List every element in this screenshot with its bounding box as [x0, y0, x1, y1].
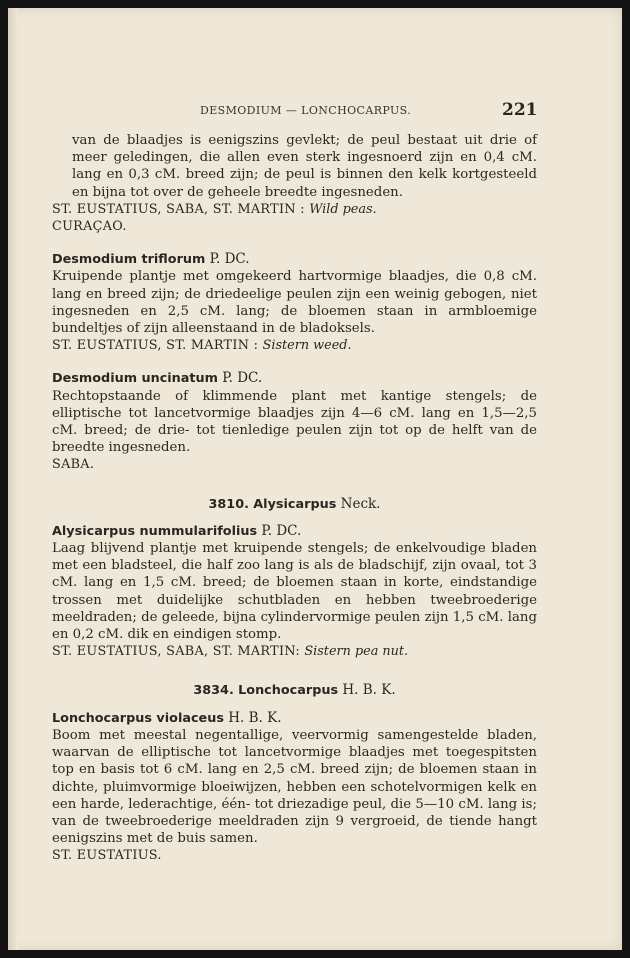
page-number: 221 [502, 100, 538, 120]
species-name: Lonchocarpus violaceus [52, 710, 224, 726]
genus-name: Alysicarpus [253, 496, 337, 512]
page-spine-shadow [8, 8, 18, 950]
species-author: P. DC. [261, 522, 302, 539]
species-heading [52, 710, 537, 727]
genus-number: 3810. [208, 496, 249, 512]
species-name: Alysicarpus nummularifolius [52, 523, 258, 539]
locality-line: ST. EUSTATIUS. [52, 848, 162, 864]
genus-author: H. B. K. [342, 682, 396, 699]
genus-heading [52, 496, 537, 513]
localities: ST. EUSTATIUS, SABA, ST. MARTIN: [52, 644, 300, 660]
species-heading [52, 370, 537, 387]
species-author: P. DC. [222, 370, 263, 387]
species-description: Boom met meestal negentallige, veervormig samengestelde bladen, waarvan de elliptische tot lancetvormige blaadjes met toegespitsten top en basis tot 6 cM. lang en 2,5 cM. breed zijn; de bloemen staan in dichte, pluimvormige bloeiwijzen, hebben een schotelvormigen kelk en een harde, lederachtige, één- tot driezadige peul, die 5—10 cM. lang is; van de tweebroederige meeldraden zijn 9 vergroeid, de tiende hangt eenigszins met de buis samen. [52, 727, 537, 847]
localities: ST. EUSTATIUS, ST. MARTIN : [52, 338, 259, 354]
locality-line: SABA. [52, 457, 95, 473]
species-author: H. B. K. [228, 709, 282, 726]
page-body [52, 132, 537, 865]
species-heading [52, 523, 537, 540]
species-heading [52, 251, 537, 268]
species-name: Desmodium triflorum [52, 252, 206, 268]
localities: ST. EUSTATIUS, SABA, ST. MARTIN : [52, 201, 305, 217]
genus-heading [52, 682, 537, 699]
vernacular-name: Sistern weed. [262, 338, 352, 354]
continued-description: van de blaadjes is eenigszins gevlekt; de peul bestaat uit drie of meer geledingen, die allen even sterk ingesnoerd zijn en 0,4 cM. lang en 0,3 cM. breed zijn; de peul is binnen den kelk kortgesteeld en bijna tot over de geheele breedte ingesneden. [72, 133, 537, 200]
genus-author: Neck. [340, 495, 381, 512]
locality-line [52, 643, 537, 660]
vernacular-name: Wild peas. [309, 201, 377, 217]
species-description: Kruipende plantje met omgekeerd hartvormige blaadjes, die 0,8 cM. lang en breed zijn; de driedeelige peulen zijn een weinig gebogen, niet ingesneden en 2,5 cM. lang; de bloemen staan in armbloemige bundeltjes of zijn alleenstaand in de bladoksels. [52, 269, 537, 337]
locality-line [52, 337, 537, 354]
page-header [8, 102, 622, 122]
species-name: Desmodium uncinatum [52, 371, 218, 387]
species-description: Laag blijvend plantje met kruipende stengels; de enkelvoudige bladen met een bladsteel, die half zoo lang is als de bladschijf, zijn ovaal, tot 3 cM. lang en 1,5 cM. breed; de bloemen staan in korte, eindstandige trossen met duidelijke schutbladen en hebben tweebroederige meeldraden; de geleede, bijna cylindervormige peulen zijn 1,5 cM. lang en 0,2 cM. dik en eindigen stomp. [52, 541, 537, 643]
locality-line [52, 201, 537, 218]
species-author: P. DC. [209, 251, 250, 268]
genus-number: 3834. [193, 683, 234, 699]
locality-line: CURAÇAO. [52, 219, 127, 235]
book-page [8, 8, 622, 950]
genus-name: Lonchocarpus [238, 683, 339, 699]
species-description: Rechtopstaande of klimmende plant met kantige stengels; de elliptische tot lancetvormige blaadjes zijn 4—6 cM. lang en 1,5—2,5 cM. breed; de drie- tot tienledige peulen zijn tot op de helft van de breedte ingesneden. [52, 388, 537, 456]
vernacular-name: Sistern pea nut. [304, 644, 409, 660]
running-head: DESMODIUM — LONCHOCARPUS. [200, 104, 412, 117]
